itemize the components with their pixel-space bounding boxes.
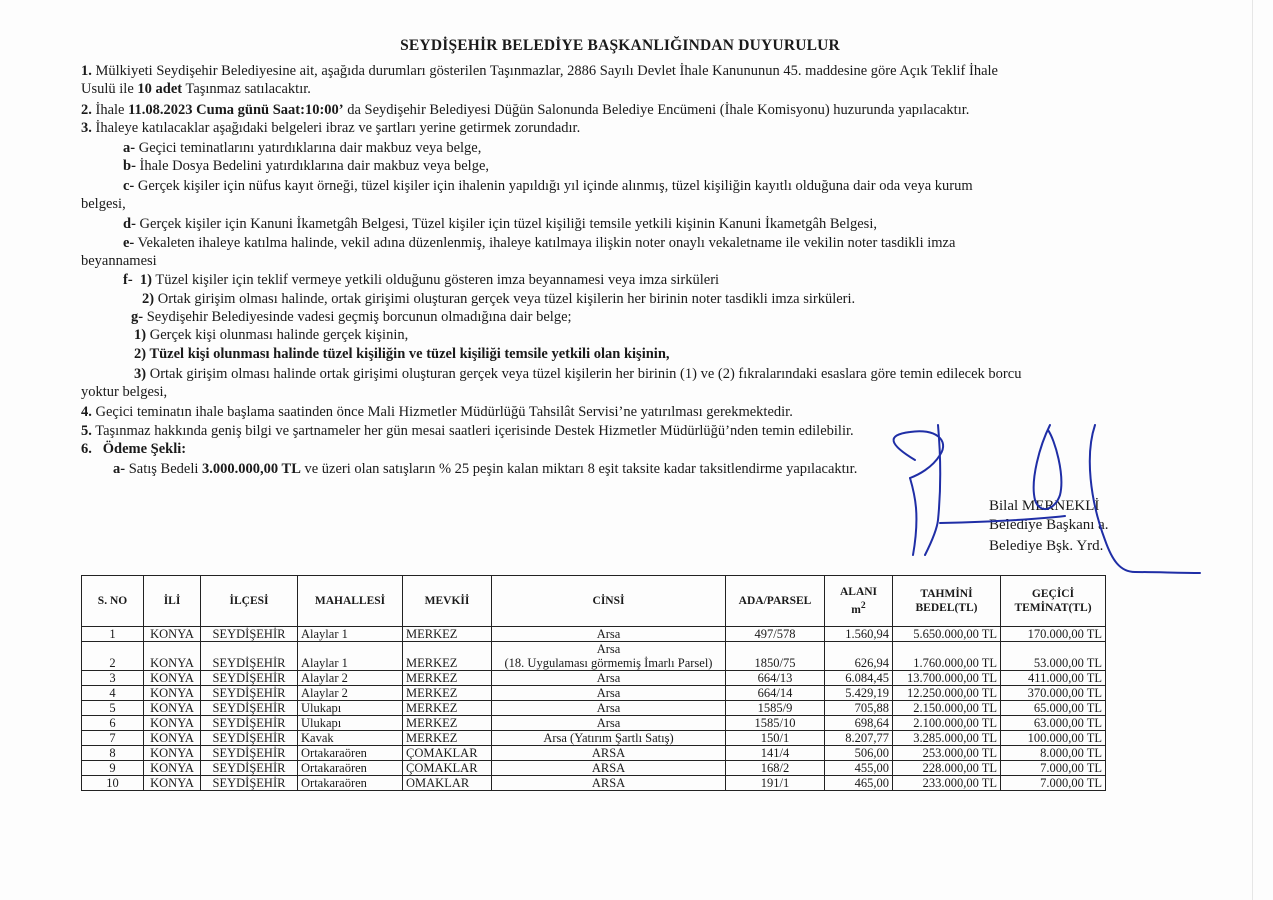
sub-label: d- <box>123 216 136 232</box>
item-3g-2 <box>134 346 670 363</box>
cell-cinsi: Arsa (Yatırım Şartlı Satış) <box>492 731 726 746</box>
cell-bedel: 2.100.000,00 TL <box>893 716 1001 731</box>
item-5-line <box>81 423 854 440</box>
item-1-count: 10 adet <box>137 81 183 97</box>
cell-ilce: SEYDİŞEHİR <box>201 776 298 791</box>
cell-bedel: 5.650.000,00 TL <box>893 627 1001 642</box>
cell-no: 5 <box>82 701 144 716</box>
tahmini-label-2: BEDEL(TL) <box>915 602 978 614</box>
item-3e-cont: beyannamesi <box>81 253 157 269</box>
table-row <box>82 627 1106 642</box>
table-row <box>82 701 1106 716</box>
cell-teminat: 7.000,00 TL <box>1001 761 1106 776</box>
cell-mevki: MERKEZ <box>403 716 492 731</box>
table-row <box>82 686 1106 701</box>
sub-item-text-bold: 2) Tüzel kişi olunması halinde tüzel kişiliğin ve tüzel kişiliği temsile yetkili olan kişinin, <box>134 346 670 362</box>
cell-ada: 1850/75 <box>726 642 825 671</box>
item-3b-line <box>123 158 489 175</box>
cell-bedel: 1.760.000,00 TL <box>893 642 1001 671</box>
signatory-name: Bilal MERNEKLİ <box>989 498 1100 514</box>
item-2-text-c: da Seydişehir Belediyesi Düğün Salonunda Belediye Encümeni (İhale Komisyonu) huzurunda yapılacaktır. <box>343 102 970 118</box>
cell-no: 6 <box>82 716 144 731</box>
item-number: 4. <box>81 404 92 420</box>
sub-text: İhale Dosya Bedelini yatırdıklarına dair makbuz veya belge, <box>135 158 490 174</box>
cell-mevki: MERKEZ <box>403 627 492 642</box>
cell-ilce: SEYDİŞEHİR <box>201 761 298 776</box>
cell-mahalle: Alaylar 2 <box>298 686 403 701</box>
col-sno: S. NO <box>82 576 144 627</box>
item-3f-line-1 <box>123 272 719 289</box>
cell-alan: 6.084,45 <box>825 671 893 686</box>
col-gecici <box>1001 576 1106 627</box>
cell-ada: 664/14 <box>726 686 825 701</box>
cinsi-line-1: Arsa <box>596 642 621 656</box>
sub-text: Gerçek kişiler için nüfus kayıt örneği, tüzel kişiler için ihalenin yapıldığı yıl içinde alınmış, tüzel kişiliğin kayıtlı olduğuna dair oda veya kurum <box>134 178 973 194</box>
item-3d-line <box>123 216 877 233</box>
item-3-line <box>81 120 580 137</box>
cell-teminat: 100.000,00 TL <box>1001 731 1106 746</box>
item-3g-line <box>131 309 572 326</box>
sub-label: a- <box>113 461 126 477</box>
cell-teminat: 65.000,00 TL <box>1001 701 1106 716</box>
item-2-line <box>81 102 969 119</box>
item-1-line-1 <box>81 63 998 80</box>
cell-cinsi: Arsa <box>492 701 726 716</box>
cell-alan: 698,64 <box>825 716 893 731</box>
cell-ada: 191/1 <box>726 776 825 791</box>
sub-label: c- <box>123 178 135 194</box>
cell-mahalle: Alaylar 2 <box>298 671 403 686</box>
item-3e-line <box>123 235 955 252</box>
signatory-title-1: Belediye Başkanı a. <box>989 517 1109 533</box>
gecici-label-1: GEÇİCİ <box>1031 588 1075 600</box>
cell-il: KONYA <box>144 746 201 761</box>
cell-teminat: 411.000,00 TL <box>1001 671 1106 686</box>
cell-alan: 5.429,19 <box>825 686 893 701</box>
cell-teminat: 63.000,00 TL <box>1001 716 1106 731</box>
cell-bedel: 3.285.000,00 TL <box>893 731 1001 746</box>
cell-teminat: 53.000,00 TL <box>1001 642 1106 671</box>
table-row <box>82 761 1106 776</box>
col-cinsi: CİNSİ <box>492 576 726 627</box>
sub-text: ve üzeri olan satışların % 25 peşin kalan miktarı 8 eşit taksite kadar taksitlendirme yapılacaktır. <box>300 461 858 477</box>
item-3g-3-cont: yoktur belgesi, <box>81 384 168 400</box>
cell-mevki: ÇOMAKLAR <box>403 761 492 776</box>
cell-ada: 664/13 <box>726 671 825 686</box>
cell-mevki: MERKEZ <box>403 686 492 701</box>
cinsi-line-2: (18. Uygulaması görmemiş İmarlı Parsel) <box>504 656 713 670</box>
cell-alan: 705,88 <box>825 701 893 716</box>
property-table <box>81 575 1106 791</box>
payment-title: Ödeme Şekli: <box>102 441 187 457</box>
cell-no: 4 <box>82 686 144 701</box>
cell-il: KONYA <box>144 776 201 791</box>
cell-mevki: MERKEZ <box>403 731 492 746</box>
document-title: SEYDİŞEHİR BELEDİYE BAŞKANLIĞINDAN DUYURULUR <box>400 37 840 54</box>
item-1-line-2 <box>81 81 311 98</box>
gecici-label-2: TEMİNAT(TL) <box>1014 602 1092 614</box>
item-2-text-a: İhale <box>95 102 129 118</box>
item-3f-line-2 <box>142 291 855 308</box>
sub-item-text: Gerçek kişi olunması halinde gerçek kişinin, <box>146 327 409 343</box>
col-alan <box>825 576 893 627</box>
cell-teminat: 7.000,00 TL <box>1001 776 1106 791</box>
cell-mahalle: Alaylar 1 <box>298 642 403 671</box>
item-1-text-c: Taşınmaz satılacaktır. <box>182 81 311 97</box>
sale-threshold: 3.000.000,00 TL <box>202 461 301 477</box>
cell-ada: 150/1 <box>726 731 825 746</box>
sub-item-text: Ortak girişim olması halinde, ortak girişimi oluşturan gerçek veya tüzel kişilerin her birinin noter tasdikli imza sirküleri. <box>154 291 856 307</box>
cell-teminat: 170.000,00 TL <box>1001 627 1106 642</box>
cell-mahalle: Ortakaraören <box>298 776 403 791</box>
cell-alan: 465,00 <box>825 776 893 791</box>
tahmini-label-1: TAHMİNİ <box>920 588 973 600</box>
cell-teminat: 370.000,00 TL <box>1001 686 1106 701</box>
cell-no: 3 <box>82 671 144 686</box>
item-number: 6. <box>81 441 92 457</box>
sub-text: Vekaleten ihaleye katılma halinde, vekil adına düzenlenmiş, ihaleye katılmaya ilişkin noter onaylı vekaletname ile vekilin noter tasdikli imza <box>134 235 956 251</box>
cell-il: KONYA <box>144 731 201 746</box>
cell-bedel: 2.150.000,00 TL <box>893 701 1001 716</box>
cell-cinsi <box>492 642 726 671</box>
cell-il: KONYA <box>144 671 201 686</box>
cell-no: 9 <box>82 761 144 776</box>
sub-label: b- <box>123 158 136 174</box>
cell-alan: 626,94 <box>825 642 893 671</box>
sub-text: Seydişehir Belediyesinde vadesi geçmiş borcunun olmadığına dair belge; <box>143 309 572 325</box>
alan-sup: 2 <box>860 600 866 612</box>
col-mahalle: MAHALLESİ <box>298 576 403 627</box>
col-il: İLİ <box>144 576 201 627</box>
col-ada: ADA/PARSEL <box>726 576 825 627</box>
cell-no: 8 <box>82 746 144 761</box>
item-number: 2. <box>81 102 92 118</box>
cell-no: 10 <box>82 776 144 791</box>
cell-mahalle: Kavak <box>298 731 403 746</box>
signatory-title-2: Belediye Bşk. Yrd. <box>989 538 1104 554</box>
table-row <box>82 776 1106 791</box>
item-1-text: Mülkiyeti Seydişehir Belediyesine ait, aşağıda durumları gösterilen Taşınmazlar, 2886 Sayılı Devlet İhale Kanununun 45. maddesine göre Açık Teklif İhale <box>95 63 998 79</box>
item-1-text-a: Usulü ile <box>81 81 138 97</box>
cell-cinsi: ARSA <box>492 746 726 761</box>
sub-item-number: 1) <box>139 272 153 288</box>
cell-mahalle: Ortakaraören <box>298 761 403 776</box>
cell-ilce: SEYDİŞEHİR <box>201 746 298 761</box>
table-header-row <box>82 576 1106 627</box>
cell-cinsi: Arsa <box>492 716 726 731</box>
item-3g-1 <box>134 327 408 344</box>
cell-ada: 1585/10 <box>726 716 825 731</box>
cell-il: KONYA <box>144 761 201 776</box>
item-6-line <box>81 441 186 458</box>
item-5-text: Taşınmaz hakkında geniş bilgi ve şartnameler her gün mesai saatleri içerisinde Destek Hizmetler Müdürlüğü’nden temin edilebilir. <box>91 423 854 439</box>
cell-ilce: SEYDİŞEHİR <box>201 642 298 671</box>
cell-ada: 141/4 <box>726 746 825 761</box>
cell-ilce: SEYDİŞEHİR <box>201 686 298 701</box>
item-4-text: Geçici teminatın ihale başlama saatinden önce Mali Hizmetler Müdürlüğü Tahsilât Servisi’ne yatırılması gerekmektedir. <box>91 404 793 420</box>
item-number: 1. <box>81 63 92 79</box>
cell-alan: 455,00 <box>825 761 893 776</box>
table-row <box>82 746 1106 761</box>
item-number: 5. <box>81 423 92 439</box>
cell-bedel: 253.000,00 TL <box>893 746 1001 761</box>
handwritten-signature <box>880 420 1210 590</box>
cell-alan: 1.560,94 <box>825 627 893 642</box>
col-tahmini <box>893 576 1001 627</box>
cell-ilce: SEYDİŞEHİR <box>201 716 298 731</box>
cell-ada: 168/2 <box>726 761 825 776</box>
cell-mevki: MERKEZ <box>403 642 492 671</box>
item-number: 3. <box>81 120 92 136</box>
item-3c-line <box>123 178 973 195</box>
col-ilce: İLÇESİ <box>201 576 298 627</box>
item-3g-3 <box>134 366 1021 383</box>
cell-cinsi: ARSA <box>492 761 726 776</box>
cell-il: KONYA <box>144 627 201 642</box>
cell-ilce: SEYDİŞEHİR <box>201 671 298 686</box>
cell-cinsi: Arsa <box>492 686 726 701</box>
item-3c-cont: belgesi, <box>81 196 126 212</box>
sub-item-text: Tüzel kişiler için teklif vermeye yetkili olduğunu gösteren imza beyannamesi veya imza sirküleri <box>152 272 720 288</box>
item-3-text: İhaleye katılacaklar aşağıdaki belgeleri ibraz ve şartları yerine getirmek zorundadır. <box>95 120 581 136</box>
cell-mahalle: Ulukapı <box>298 701 403 716</box>
sub-label: g- <box>131 309 144 325</box>
cell-mevki: MERKEZ <box>403 671 492 686</box>
table-row <box>82 671 1106 686</box>
table-row <box>82 731 1106 746</box>
item-3a-line <box>123 140 481 157</box>
cell-mahalle: Ulukapı <box>298 716 403 731</box>
cell-ada: 497/578 <box>726 627 825 642</box>
page-edge <box>1252 0 1253 900</box>
table-row <box>82 716 1106 731</box>
cell-il: KONYA <box>144 701 201 716</box>
cell-ilce: SEYDİŞEHİR <box>201 731 298 746</box>
cell-cinsi: Arsa <box>492 627 726 642</box>
cell-mahalle: Alaylar 1 <box>298 627 403 642</box>
cell-ilce: SEYDİŞEHİR <box>201 627 298 642</box>
table-row <box>82 642 1106 671</box>
cell-il: KONYA <box>144 686 201 701</box>
sub-label: f- <box>123 272 133 288</box>
sub-text: Gerçek kişiler için Kanuni İkametgâh Belgesi, Tüzel kişiler için tüzel kişiliği temsile yetkili kişinin Kanuni İkametgâh Belgesi, <box>135 216 877 232</box>
cell-alan: 506,00 <box>825 746 893 761</box>
col-mevki: MEVKİİ <box>403 576 492 627</box>
cell-cinsi: Arsa <box>492 671 726 686</box>
cell-mevki: ÇOMAKLAR <box>403 746 492 761</box>
sub-text: Geçici teminatlarını yatırdıklarına dair makbuz veya belge, <box>135 140 482 156</box>
cell-ilce: SEYDİŞEHİR <box>201 701 298 716</box>
sub-item-number: 2) <box>142 291 155 307</box>
cell-cinsi: ARSA <box>492 776 726 791</box>
alan-label: ALANI <box>839 586 878 599</box>
auction-date: 11.08.2023 Cuma günü Saat:10:00’ <box>128 102 344 118</box>
alan-unit: m <box>851 603 861 616</box>
cell-teminat: 8.000,00 TL <box>1001 746 1106 761</box>
cell-no: 2 <box>82 642 144 671</box>
cell-bedel: 13.700.000,00 TL <box>893 671 1001 686</box>
cell-ada: 1585/9 <box>726 701 825 716</box>
cell-bedel: 233.000,00 TL <box>893 776 1001 791</box>
cell-mahalle: Ortakaraören <box>298 746 403 761</box>
sub-item-number: 3) <box>134 366 147 382</box>
cell-alan: 8.207,77 <box>825 731 893 746</box>
sub-label: e- <box>123 235 135 251</box>
sub-item-text: Ortak girişim olması halinde ortak girişimi oluşturan gerçek veya tüzel kişilerin her birinin (1) ve (2) fıkralarındaki esaslara göre temin edilecek borcu <box>146 366 1022 382</box>
item-6a-line <box>113 461 857 478</box>
sub-text: Satış Bedeli <box>125 461 203 477</box>
cell-no: 1 <box>82 627 144 642</box>
item-4-line <box>81 404 793 421</box>
cell-no: 7 <box>82 731 144 746</box>
cell-mevki: OMAKLAR <box>403 776 492 791</box>
cell-bedel: 228.000,00 TL <box>893 761 1001 776</box>
sub-label: a- <box>123 140 136 156</box>
cell-bedel: 12.250.000,00 TL <box>893 686 1001 701</box>
cell-mevki: MERKEZ <box>403 701 492 716</box>
cell-il: KONYA <box>144 716 201 731</box>
sub-item-number: 1) <box>134 327 147 343</box>
cell-il: KONYA <box>144 642 201 671</box>
